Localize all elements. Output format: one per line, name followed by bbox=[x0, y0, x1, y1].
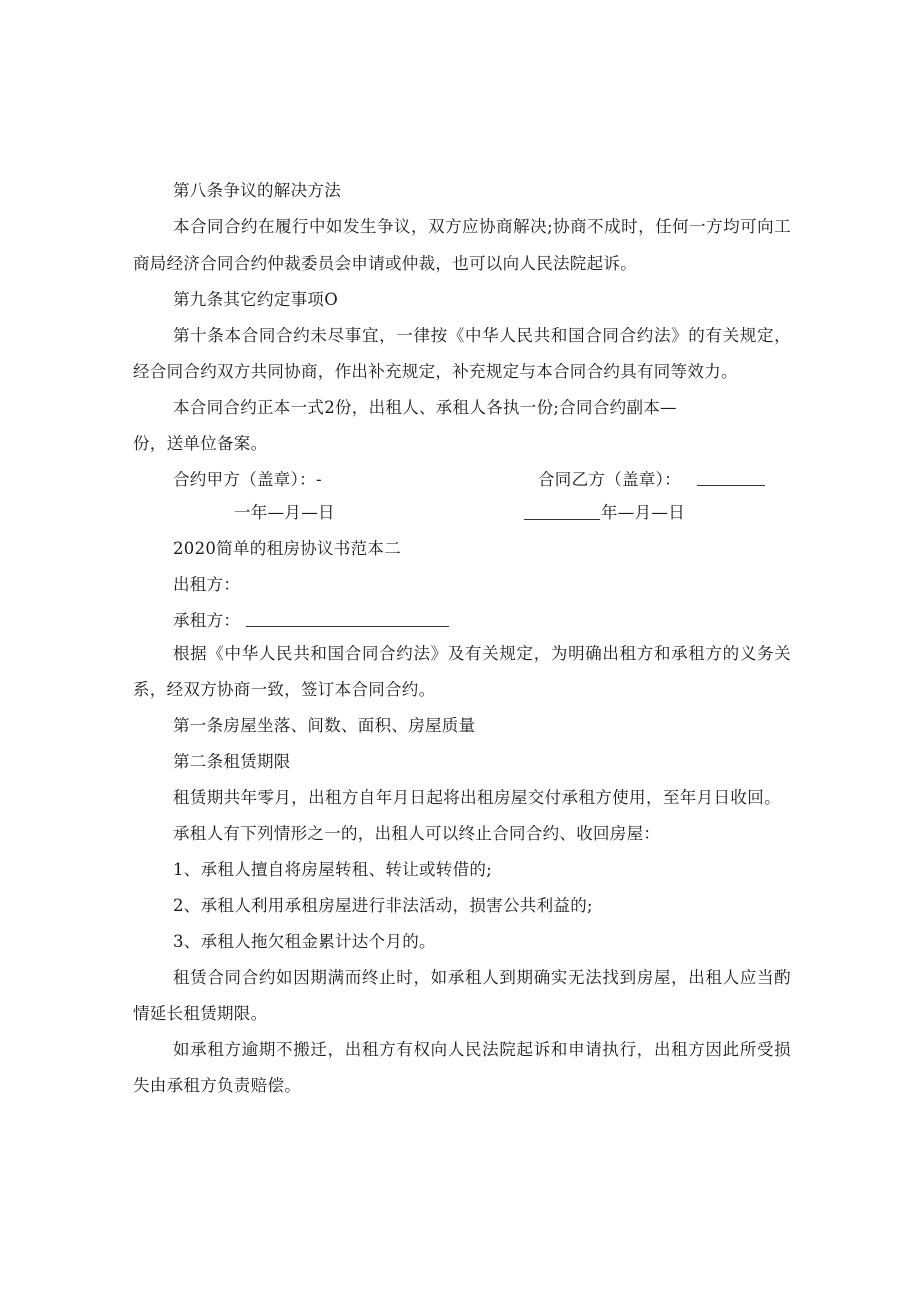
copies-line2: 份，送单位备案。 bbox=[133, 434, 268, 453]
termination-item-3: 3、承租人拖欠租金累计达个月的。 bbox=[173, 932, 436, 951]
section9-heading: 第九条其它约定事项O bbox=[173, 290, 339, 309]
section10-line2: 经合同合约双方共同协商，作出补充规定，补充规定与本合同合约具有同等效力。 bbox=[133, 362, 738, 381]
lessee-blank-line bbox=[246, 612, 449, 627]
termination-item-1: 1、承租人擅自将房屋转租、转让或转借的; bbox=[173, 860, 493, 879]
section8-body-line2: 商局经济合同合约仲裁委员会申请或仲裁，也可以向人民法院起诉。 bbox=[133, 254, 637, 273]
section10-line1: 第十条本合同合约未尽事宜，一律按《中华人民共和国合同合约法》的有关规定， bbox=[173, 326, 791, 345]
party-b-signature-line bbox=[697, 471, 765, 486]
article2-heading: 第二条租赁期限 bbox=[173, 752, 291, 771]
copies-line1: 本合同合约正本一式2份，出租人、承租人各执一份;合同合约副本— bbox=[173, 398, 677, 417]
party-b-date: 年—月—日 bbox=[601, 503, 685, 522]
overdue-line2: 失由承租方负责赔偿。 bbox=[133, 1076, 301, 1095]
intro-line2: 系，经双方协商一致，签订本合同合约。 bbox=[133, 680, 436, 699]
expiry-line2: 情延长租赁期限。 bbox=[133, 1004, 268, 1023]
termination-item-2: 2、承租人利用承租房屋进行非法活动，损害公共利益的; bbox=[173, 896, 593, 915]
template2-title: 2020简单的租房协议书范本二 bbox=[173, 539, 401, 558]
article1-heading: 第一条房屋坐落、间数、面积、房屋质量 bbox=[173, 716, 476, 735]
lease-term-text: 租赁期共年零月，出租方自年月日起将出租房屋交付承租方使用，至年月日收回。 bbox=[173, 788, 781, 807]
intro-line1: 根据《中华人民共和国合同合约法》及有关规定，为明确出租方和承租方的义务关 bbox=[173, 644, 791, 663]
lessor-label: 出租方： bbox=[173, 575, 241, 594]
overdue-line1: 如承租方逾期不搬迁，出租方有权向人民法院起诉和申请执行，出租方因此所受损 bbox=[173, 1040, 791, 1059]
party-b-date-blank bbox=[524, 505, 600, 520]
party-b-signature-label: 合同乙方（盖章）： bbox=[538, 470, 681, 489]
party-a-signature-label: 合约甲方（盖章）：- bbox=[173, 470, 322, 489]
termination-intro: 承租人有下列情形之一的，出租人可以终止合同合约、收回房屋： bbox=[173, 824, 661, 843]
lessee-label: 承租方： bbox=[173, 611, 241, 630]
section8-heading: 第八条争议的解决方法 bbox=[173, 181, 341, 200]
expiry-line1: 租赁合同合约如因期满而终止时，如承租人到期确实无法找到房屋，出租人应当酌 bbox=[173, 968, 791, 987]
section8-body-line1: 本合同合约在履行中如发生争议，双方应协商解决;协商不成时，任何一方均可向工 bbox=[173, 217, 791, 236]
party-a-date: 一年—月—日 bbox=[234, 503, 335, 522]
